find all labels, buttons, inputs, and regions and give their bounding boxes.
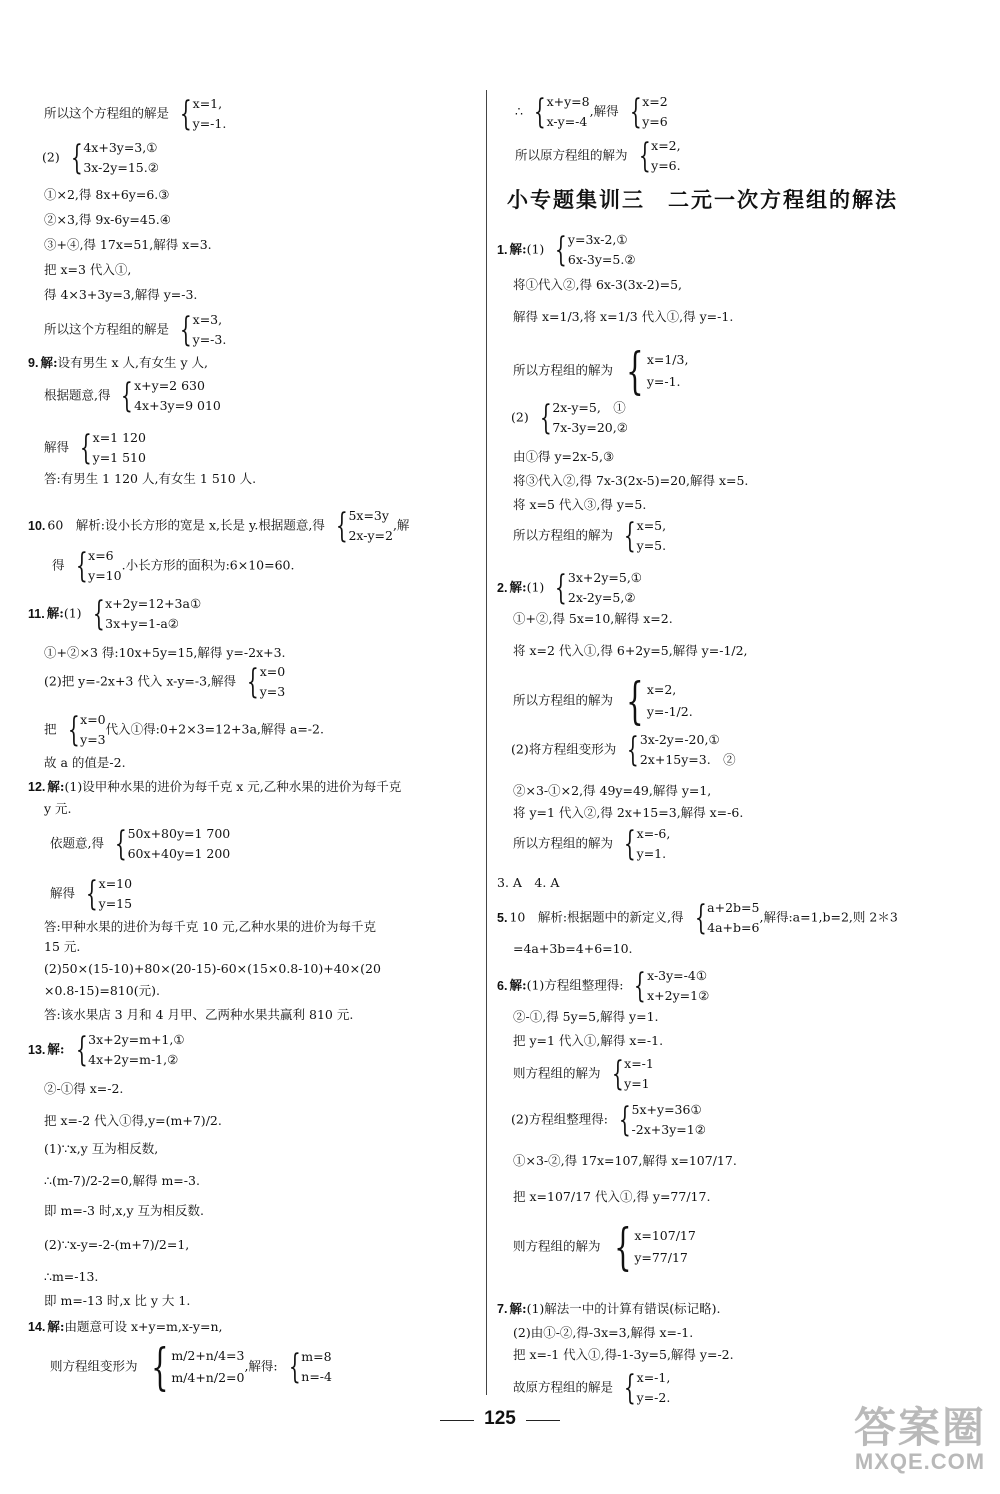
text: (1)设甲种水果的进价为每千克 x 元,乙种水果的进价为每千克 [64,779,402,794]
row: x=5, [636,518,667,533]
row: y=1. [636,846,667,861]
text-line: (2)由①-②,得-3x=3,解得 x=-1. [513,1325,694,1340]
solution-label: 解: [47,1319,65,1334]
problem-number: 2. [497,580,508,595]
row: 6x-3y=5.② [567,252,636,267]
text: 代入①得:0+2×3=12+3a,解得 a=-2. [105,721,324,737]
answers-3-4: 3. A 4. A [497,875,560,890]
q2-part-2 [511,730,736,770]
solution-system: { x=0 y=3 [67,710,106,750]
row: x=6 [88,548,114,563]
problem-number: 1. [497,242,508,257]
text: 60 解析:设小长方形的宽是 x,长是 y.根据题意,得 [47,517,325,533]
footer-dash [440,1420,474,1422]
text: ,解得: [244,1358,278,1374]
text-line: 由①得 y=2x-5,③ [513,449,615,464]
problem-number: 6. [497,978,508,993]
text: ,解得:a=1,b=2,则 2＊3 [759,909,898,925]
text-line: 把 x=-1 代入①,得-1-3y=5,解得 y=-2. [513,1347,734,1362]
watermark [854,1406,986,1474]
row: y=6. [651,158,681,173]
row: y=1 [624,1076,650,1091]
row: x=1 120 [92,430,146,445]
p8-conclusion-2 [44,310,226,350]
row: 60x+40y=1 200 [127,846,231,861]
question-5 [497,898,898,938]
equation-system: { 3x-2y=-20,① 2x+15y=3. ② [627,730,736,770]
solution-label: 解: [509,977,527,993]
text: (1)方程组整理得: [526,977,624,993]
solution-system: { x=1 120 y=1 510 [79,428,146,468]
row: x+2y=1② [647,988,710,1003]
text-line: 把 x=3 代入①, [44,262,132,277]
problem-number: 11. [28,606,45,621]
row: 4x+3y=9 010 [134,398,221,413]
q7-conclusion [513,1368,670,1408]
problem-14-header [28,1318,223,1336]
text-line: 将③代入②,得 7x-3(2x-5)=20,解得 x=5. [513,473,749,488]
top-system [515,92,668,132]
text: (2)把 y=-2x+3 代入 x-y=-3,解得 [44,673,237,689]
text: 则方程组的解为 [513,1065,601,1081]
row: x+y=8 [546,94,590,109]
text-line: 解得 x=1/3,将 x=1/3 代入①,得 y=-1. [513,309,734,324]
part-label: (2) [511,409,529,425]
section-heading: 小专题集训三 二元一次方程组的解法 [507,188,898,212]
row: m=8 [301,1349,332,1364]
text-line: y 元. [44,801,72,816]
problem-number: 10. [28,518,46,533]
row: 3x-2y=15.② [83,160,159,175]
solution-system: { x=2, y=6. [638,136,681,176]
solution-system: { x=2 y=6 [629,92,668,132]
p14-system [50,1338,332,1396]
p11-substitution [28,710,324,750]
top-conclusion [515,136,681,176]
equation-system: { x-3y=-4① x+2y=1② [634,966,710,1006]
text-line: 故 a 的值是-2. [44,755,126,770]
solution-system: { x=1/3, y=-1. [626,342,689,400]
equation-system: { 4x+3y=3,① 3x-2y=15.② [70,138,159,178]
row: 3x+y=1-a② [105,616,180,631]
text: 解得 [50,885,76,901]
problem-13 [28,1030,185,1070]
question-7 [497,1300,721,1318]
row: 3x+2y=m+1,① [88,1032,185,1047]
row: x=0 [80,712,106,727]
text: 则方程组的解为 [513,1238,601,1254]
q1b-conclusion [513,516,666,556]
row: x=1/3, [646,352,689,367]
text-line: 将 x=5 代入③,得 y=5. [513,497,647,512]
p11-part-2 [28,662,285,702]
equation-system: { x+2y=12+3a① 3x+y=1-a② [92,594,202,634]
row: 4x+2y=m-1,② [88,1052,179,1067]
row: 4x+3y=3,① [83,140,158,155]
answer-line: 答:该水果店 3 月和 4 月甲、乙两种水果共赢利 810 元. [44,1007,354,1022]
text-line: 把 x=-2 代入①得,y=(m+7)/2. [44,1113,222,1128]
problem-number: 5. [497,910,508,925]
q2b-conclusion [513,824,670,864]
solution-label: 解: [47,779,65,794]
row: y=10 [88,568,122,583]
text: 解得 [44,439,70,455]
row: x=10 [98,876,133,891]
text: 所以方程组的解为 [513,692,614,708]
solution-system: { x=3, y=-3. [179,310,227,350]
solution-system: { x=107/17 y=77/17 [613,1218,696,1276]
text: 把 [44,721,57,737]
solution-system: { x=2, y=-1/2. [626,672,693,730]
row: 4a+b=6 [707,920,760,935]
row: -2x+3y=1② [631,1122,706,1137]
text-line: 将①代入②,得 6x-3(3x-2)=5, [513,277,683,292]
row: y=1 510 [92,450,146,465]
solution-label: 解: [46,605,64,621]
question-2 [497,568,642,608]
solution-label: 解: [40,355,58,370]
row: x=2, [646,682,677,697]
row: 2x-y=5, ① [552,400,626,415]
problem-number: 14. [28,1320,46,1334]
equation-system: { 3x+2y=5,① 2x-2y=5,② [555,568,643,608]
row: y=6 [642,114,668,129]
problem-9-header [28,354,208,372]
text-line: =4a+3b=4+6=10. [513,941,633,956]
q6b-conclusion [513,1218,696,1276]
answer-line: 答:有男生 1 120 人,有女生 1 510 人. [44,471,257,486]
text-line: ×0.8-15)=810(元). [44,983,160,998]
row: 2x-y=2 [348,528,393,543]
watermark-url: MXQE.COM [854,1449,986,1474]
problem-12-header [28,778,401,796]
row: x+2y=12+3a① [105,596,202,611]
row: x-y=-4 [546,114,588,129]
row: y=3 [80,732,106,747]
text: (2)将方程组变形为 [511,741,617,757]
problem-number: 9. [28,356,39,370]
text: 得 [52,557,65,573]
row: y=5. [636,538,667,553]
problem-number: 13. [28,1042,46,1057]
row: 2x+15y=3. ② [639,752,736,767]
row: 2x-2y=5,② [567,590,636,605]
problem-10-cont [52,546,294,586]
p8-conclusion-1 [44,94,226,134]
text: ,解 [392,517,410,533]
solution-system: { x=-1, y=-2. [623,1368,671,1408]
part-label: (2) [42,149,60,165]
text: (1)解法一中的计算有错误(标记略). [526,1301,721,1316]
row: x=-6, [636,826,671,841]
row: y=-3. [192,332,227,347]
row: 3x+2y=5,① [567,570,643,585]
text-line: 得 4×3+3y=3,解得 y=-3. [44,287,198,302]
row: x=2 [642,94,668,109]
text: 所以这个方程组的解是 [44,321,170,337]
q6-conclusion [513,1054,654,1094]
solution-label: 解: [47,1041,65,1057]
text-line: ②×3,得 9x-6y=45.④ [44,212,171,227]
text-line: 即 m=-3 时,x,y 互为相反数. [44,1203,204,1218]
q1-part-2 [511,398,628,438]
solution-system: { x=-1 y=1 [611,1054,654,1094]
text-line: ②-①得 x=-2. [44,1081,124,1096]
text-line: 将 x=2 代入①,得 6+2y=5,解得 y=-1/2, [513,643,748,658]
equation-system: { a+2b=5 4a+b=6 [694,898,760,938]
row: y=3 [259,684,286,699]
solution-label: 解: [509,1301,527,1316]
text-line: ③+④,得 17x=51,解得 x=3. [44,237,212,252]
row: y=3x-2,① [567,232,628,247]
text-line: ②-①,得 5y=5,解得 y=1. [513,1009,659,1024]
row: x=1, [192,96,223,111]
p9-system [44,376,221,416]
row: x+y=2 630 [134,378,205,393]
text: 由题意可设 x+y=m,x-y=n, [64,1319,223,1334]
footer-dash [526,1420,560,1422]
text: 故原方程组的解是 [513,1379,614,1395]
p12-system [50,824,230,864]
solution-system: { x=-6, y=1. [623,824,671,864]
row: x=-1, [636,1370,671,1385]
row: 3x-2y=-20,① [639,732,720,747]
answer-line: 答:甲种水果的进价为每千克 10 元,乙种水果的进价为每千克 [44,919,377,934]
part-label: (1) [526,241,545,257]
page-footer [0,1408,1000,1430]
solution-label: 解: [509,579,527,595]
equation-system: { y=3x-2,① 6x-3y=5.② [555,230,636,270]
text-line: 把 x=107/17 代入①,得 y=77/17. [513,1189,711,1204]
text: ∴ [515,103,523,119]
text: 所以这个方程组的解是 [44,105,170,121]
question-6 [497,966,709,1006]
row: y=-1. [192,116,227,131]
equation-system: { 5x+y=36① -2x+3y=1② [618,1100,706,1140]
text-line: ∴m=-13. [44,1269,99,1284]
text: 10 解析:根据题中的新定义,得 [509,909,684,925]
row: n=-4 [301,1369,332,1384]
p9-solution [44,428,146,468]
solution-label: 解: [509,241,527,257]
problem-number: 7. [497,1302,508,1316]
p12-solution [50,874,132,914]
solution-system: { x=10 y=15 [85,874,133,914]
text-line: ①×2,得 8x+6y=6.③ [44,187,170,202]
q6-part-2 [511,1100,706,1140]
page-number: 125 [484,1408,516,1429]
problem-10 [28,506,409,546]
solution-system: { x=5, y=5. [623,516,667,556]
row: 50x+80y=1 700 [127,826,231,841]
row: 5x=3y [348,508,389,523]
problem-number: 12. [28,780,46,794]
text-line: (2)∵x-y=-2-(m+7)/2=1, [44,1237,190,1252]
text-line: ∴(m-7)/2-2=0,解得 m=-3. [44,1173,200,1188]
row: m/4+n/2=0 [171,1370,245,1385]
row: x=0 [259,664,286,679]
text-line: (2)50×(15-10)+80×(20-15)-60×(15×0.8-10)+40×(20 [44,961,381,976]
question-1 [497,230,636,270]
row: m/2+n/4=3 [171,1348,245,1363]
row: x=3, [192,312,223,327]
text: (2)方程组整理得: [511,1111,608,1127]
text-line: 即 m=-13 时,x 比 y 大 1. [44,1293,191,1308]
text: 所以原方程组的解为 [515,147,628,163]
equation-system: { m/2+n/4=3 m/4+n/2=0 [150,1338,245,1396]
row: 5x+y=36① [631,1102,702,1117]
part-label: (1) [63,605,82,621]
equation-system: { x+y=8 x-y=-4 [533,92,590,132]
row: y=15 [98,896,133,911]
equation-system: { 3x+2y=m+1,① 4x+2y=m-1,② [75,1030,185,1070]
text-line: ①+②,得 5x=10,解得 x=2. [513,611,673,626]
row: 7x-3y=20,② [552,420,628,435]
text-line: ①+②×3 得:10x+5y=15,解得 y=-2x+3. [44,645,286,660]
equation-system: { 5x=3y 2x-y=2 [335,506,393,546]
text: .小长方形的面积为:6×10=60. [121,557,295,573]
q1-conclusion [513,342,689,400]
text: 则方程组变形为 [50,1358,138,1374]
text: 依题意,得 [50,835,104,851]
text-line: (1)∵x,y 互为相反数, [44,1141,159,1156]
solution-system: { m=8 n=-4 [288,1347,332,1387]
q2-conclusion [513,672,693,730]
text: 根据题意,得 [44,387,111,403]
equation-system: { 2x-y=5, ① 7x-3y=20,② [539,398,628,438]
watermark-logo: 答案圈 [853,1404,986,1451]
text-line: 把 y=1 代入①,解得 x=-1. [513,1033,664,1048]
text-line: ①×3-②,得 17x=107,解得 x=107/17. [513,1153,737,1168]
row: y=77/17 [634,1250,688,1265]
equation-system: { 50x+80y=1 700 60x+40y=1 200 [114,824,231,864]
solution-system: { x=1, y=-1. [179,94,227,134]
solution-system: { x=0 y=3 [246,662,286,702]
row: a+2b=5 [707,900,760,915]
row: x=107/17 [634,1228,696,1243]
text: ,解得 [589,103,619,119]
row: y=-1. [646,374,681,389]
part-label: (1) [526,579,545,595]
row: x-3y=-4① [647,968,708,983]
equation-system: { x+y=2 630 4x+3y=9 010 [121,376,221,416]
column-divider [486,90,487,1395]
row: y=-2. [636,1390,671,1405]
text: 所以方程组的解为 [513,527,614,543]
answer-line: 15 元. [44,939,81,954]
text: 设有男生 x 人,有女生 y 人, [57,355,209,370]
row: x=-1 [624,1056,654,1071]
row: x=2, [651,138,681,153]
text: 所以方程组的解为 [513,835,614,851]
text: 所以方程组的解为 [513,362,614,378]
problem-11 [28,594,201,634]
row: y=-1/2. [646,704,693,719]
text-line: 将 y=1 代入②,得 2x+15=3,解得 x=-6. [513,805,744,820]
p8-part-2-system [42,138,159,178]
text-line: ②×3-①×2,得 49y=49,解得 y=1, [513,783,712,798]
solution-system: { x=6 y=10 [75,546,122,586]
